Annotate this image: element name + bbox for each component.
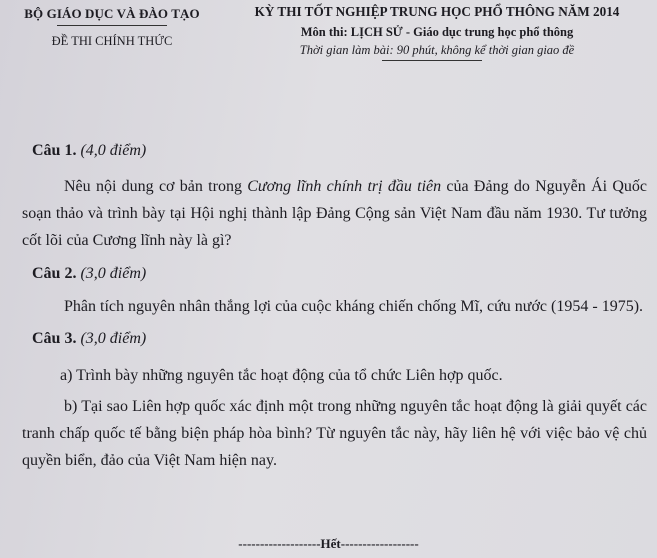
question-1-text [22, 174, 647, 255]
question-1-points: (4,0 điểm) [80, 142, 147, 159]
header-left [12, 6, 212, 49]
question-2-points: (3,0 điểm) [80, 264, 147, 282]
question-1-label: Câu 1. [32, 142, 77, 159]
time-underline [382, 60, 482, 61]
question-2-label: Câu 2. [32, 264, 77, 282]
official-label: ĐỀ THI CHÍNH THỨC [51, 34, 173, 48]
question-1-text-part: Nêu nội dung cơ bản trong [64, 177, 248, 195]
question-3-points: (3,0 điểm) [80, 330, 147, 348]
ministry-underline [57, 25, 167, 26]
question-2-text: Phân tích nguyên nhân thắng lợi của cuộc kháng chiến chống Mĩ, cứu nước (1954 - 1975). [64, 298, 644, 316]
question-1-text-part: của Đảng do Nguyễn Ái Quốc soạn thảo và trình bày tại Hội nghị thành lập Đảng Cộng sản Việt Nam đầu năm 1930. Tư tưởng cốt lõi của Cương lĩnh này là gì? [22, 177, 648, 249]
question-1-heading [22, 138, 647, 165]
question-1-emphasis: Cương lĩnh chính trị đầu tiên [247, 177, 442, 195]
header-right [232, 4, 642, 61]
exam-body [22, 138, 647, 475]
question-2-heading [22, 261, 647, 288]
exam-title: KỲ THI TỐT NGHIỆP TRUNG HỌC PHỔ THÔNG NĂM 2014 [254, 4, 620, 19]
question-3-part-b: b) Tại sao Liên hợp quốc xác định một trong những nguyên tắc hoạt động là giải quyết các tranh chấp quốc tế bằng biện pháp hòa bình? Từ nguyên tắc này, hãy liên hệ với việc bảo vệ chủ quyền biển, đảo của Việt Nam hiện nay. [22, 398, 647, 469]
question-3-heading [22, 326, 647, 353]
question-3-part-a: a) Trình bày những nguyên tắc hoạt động của tổ chức Liên hợp quốc. [60, 367, 503, 385]
exam-time: Thời gian làm bài: 90 phút, không kể thời gian giao đề [299, 43, 575, 57]
exam-subject: Môn thi: LỊCH SỬ - Giáo dục trung học phổ thông [300, 25, 574, 39]
ministry-name: BỘ GIÁO DỤC VÀ ĐÀO TẠO [24, 6, 200, 21]
end-mark: -------------------Hết------------------ [238, 536, 419, 551]
question-3-label: Câu 3. [32, 330, 77, 348]
